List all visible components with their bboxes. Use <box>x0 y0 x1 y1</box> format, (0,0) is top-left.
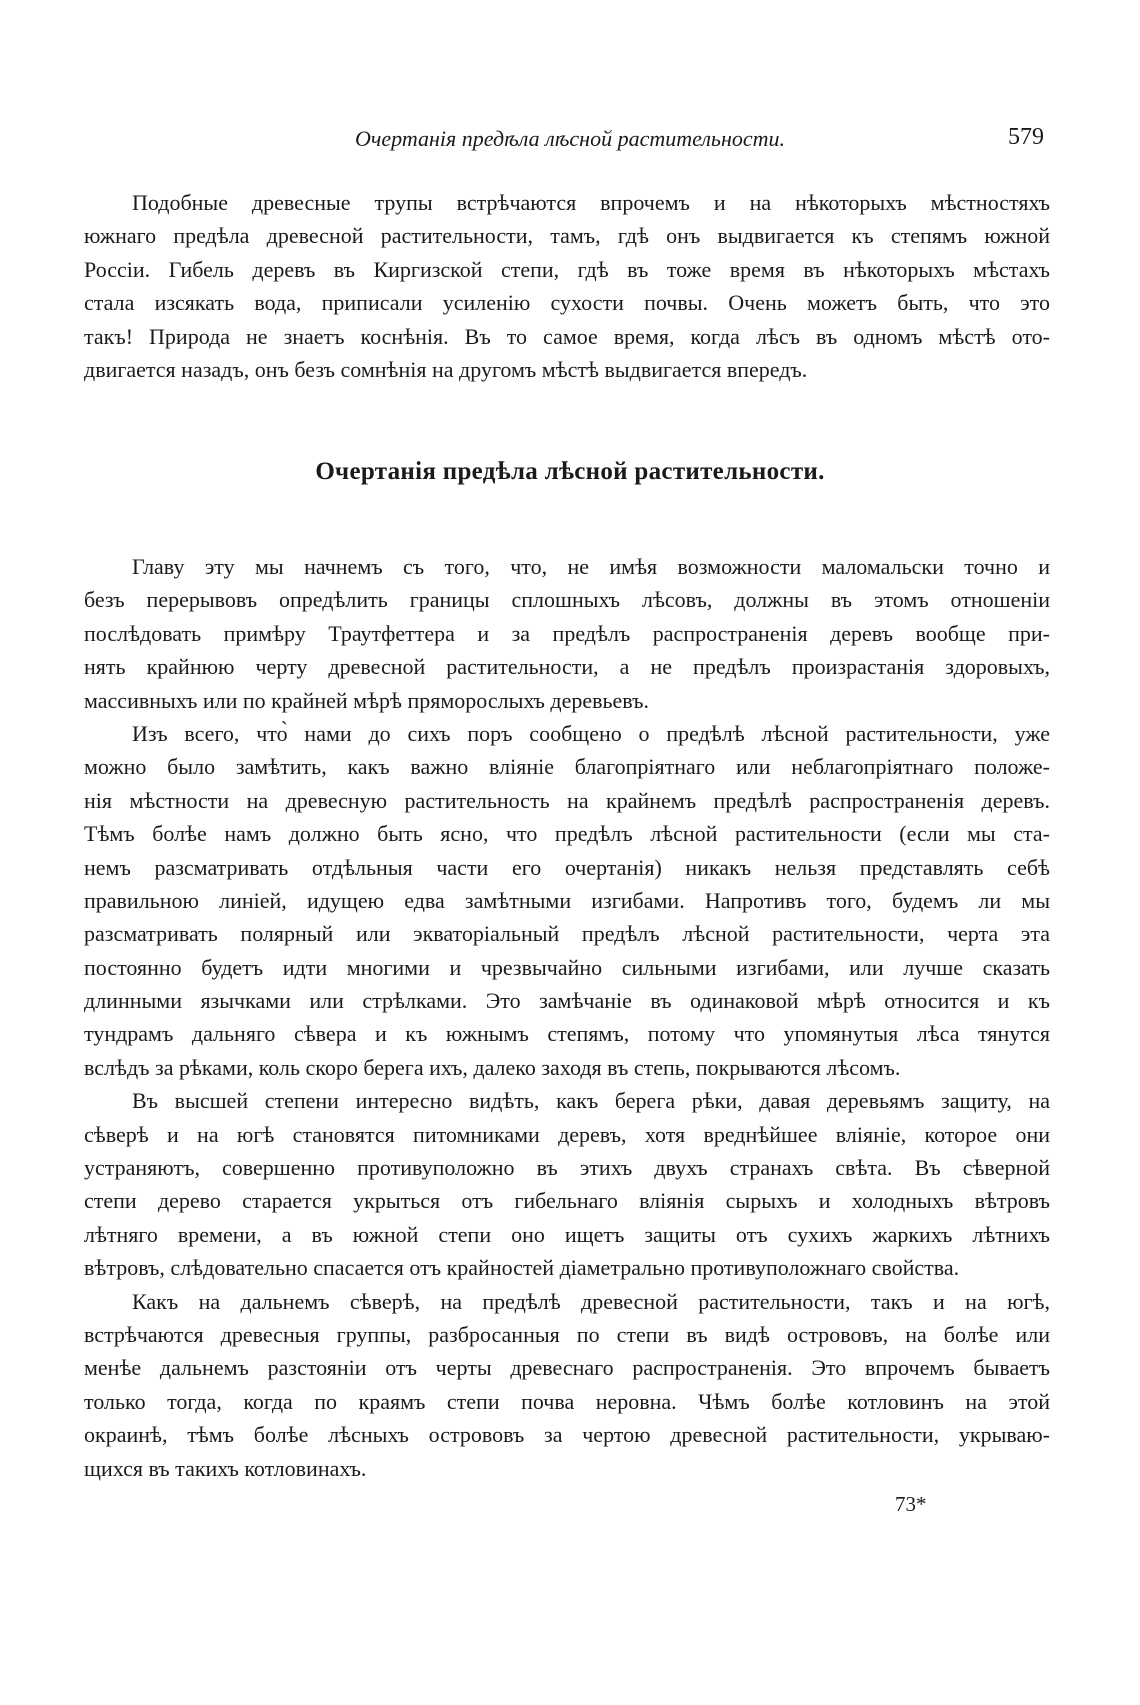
text-line: южнаго предѣла древесной растительности, тамъ, гдѣ онъ выдвигается къ степямъ южной <box>84 223 1050 249</box>
text-line: длинными язычками или стрѣлками. Это замѣчаніе въ одинаковой мѣрѣ относится и къ <box>84 988 1050 1014</box>
text-line: Тѣмъ болѣе намъ должно быть ясно, что предѣлъ лѣсной растительности (если мы ста- <box>84 821 1050 847</box>
text-line: окраинѣ, тѣмъ болѣе лѣсныхъ острововъ за чертою древесной растительности, укрываю- <box>84 1422 1050 1448</box>
paragraph <box>84 186 1050 386</box>
text-line: Въ высшей степени интересно видѣть, какъ берега рѣки, давая деревьямъ защиту, на <box>132 1088 1050 1114</box>
paragraph <box>84 1084 1050 1284</box>
text-line: только тогда, когда по краямъ степи почва неровна. Чѣмъ болѣе котловинъ на этой <box>84 1388 1050 1414</box>
text-line: тундрамъ дальняго сѣвера и къ южнымъ степямъ, потому что упомянутыя лѣса тянутся <box>84 1021 1050 1047</box>
paragraph <box>84 717 1050 1084</box>
text-line: вслѣдъ за рѣками, коль скоро берега ихъ, далеко заходя въ степь, покрываются лѣсомъ. <box>84 1054 901 1080</box>
text-line: такъ! Природа не знаетъ коснѣнія. Въ то самое время, когда лѣсъ въ одномъ мѣстѣ ото- <box>84 323 1050 349</box>
text-line: стала изсякать вода, приписали усиленію сухости почвы. Очень можетъ быть, что это <box>84 290 1050 316</box>
text-line: послѣдовать примѣру Траутфеттера и за предѣлъ распространенія деревъ вообще при- <box>84 620 1050 646</box>
paragraph <box>84 1285 1050 1485</box>
text-line: постоянно будетъ идти многими и чрезвычайно сильными изгибами, или лучше сказать <box>84 954 1050 980</box>
text-line: немъ разсматривать отдѣльныя части его очертанія) никакъ нельзя представлять себѣ <box>84 854 1050 880</box>
text-line: Изъ всего, что̀ нами до сихъ поръ сообщено о предѣлѣ лѣсной растительности, уже <box>132 720 1050 746</box>
section-body <box>84 550 1050 1485</box>
text-line: нять крайнюю черту древесной растительности, а не предѣлъ произрастанія здоровыхъ, <box>84 654 1050 680</box>
text-line: Подобные древесные трупы встрѣчаются впрочемъ и на нѣкоторыхъ мѣстностяхъ <box>132 190 1050 215</box>
text-line: Главу эту мы начнемъ съ того, что, не имѣя возможности маломальски точно и <box>132 554 1050 579</box>
text-line: безъ перерывовъ опредѣлить границы сплошныхъ лѣсовъ, должны въ этомъ отношеніи <box>84 587 1050 613</box>
text-line: можно было замѣтить, какъ важно вліяніе благопріятнаго или неблагопріятнаго положе- <box>84 754 1050 780</box>
page-number: 579 <box>1008 124 1044 150</box>
text-line: вѣтровъ, слѣдовательно спасается отъ крайностей діаметрально противуположнаго свойства. <box>84 1255 960 1281</box>
section-heading: Очертанія предѣла лѣсной растительности. <box>315 458 825 485</box>
text-line: разсматривать полярный или экваторіальный предѣлъ лѣсной растительности, черта эта <box>84 921 1050 947</box>
intro-paragraph <box>84 186 1050 386</box>
text-line: устраняютъ, совершенно противуположно въ этихъ двухъ странахъ свѣта. Въ сѣверной <box>84 1155 1050 1181</box>
running-head: Очертанія предѣла лѣсной растительности. <box>354 126 786 151</box>
text-line: двигается назадъ, онъ безъ сомнѣнія на другомъ мѣстѣ выдвигается впередъ. <box>84 356 808 382</box>
text-line: нія мѣстности на древесную растительность на крайнемъ предѣлѣ распространенія деревъ. <box>84 787 1050 813</box>
text-line: Какъ на дальнемъ сѣверѣ, на предѣлѣ древесной растительности, такъ и на югѣ, <box>132 1288 1050 1314</box>
text-line: правильною линіей, идущею едва замѣтными изгибами. Напротивъ того, будемъ ли мы <box>84 887 1050 913</box>
text-line: щихся въ такихъ котловинахъ. <box>84 1455 367 1481</box>
text-line: встрѣчаются древесныя группы, разбросанныя по степи въ видѣ острововъ, на болѣе или <box>84 1321 1050 1347</box>
text-line: лѣтняго времени, а въ южной степи оно ищетъ защиты отъ сухихъ жаркихъ лѣтнихъ <box>84 1221 1050 1247</box>
signature-mark: 73* <box>895 1492 927 1516</box>
text-line: сѣверѣ и на югѣ становятся питомниками деревъ, хотя вреднѣйшее вліяніе, которое они <box>84 1121 1050 1147</box>
paragraph <box>84 550 1050 717</box>
text-line: степи дерево старается укрыться отъ гибельнаго вліянія сырыхъ и холодныхъ вѣтровъ <box>84 1188 1050 1214</box>
text-line: менѣе дальнемъ разстояніи отъ черты древеснаго распространенія. Это впрочемъ бываетъ <box>84 1355 1050 1381</box>
text-line: массивныхъ или по крайней мѣрѣ пряморослыхъ деревьевъ. <box>84 687 650 713</box>
text-line: Россіи. Гибель деревъ въ Киргизской степи, гдѣ въ тоже время въ нѣкоторыхъ мѣстахъ <box>84 256 1050 282</box>
